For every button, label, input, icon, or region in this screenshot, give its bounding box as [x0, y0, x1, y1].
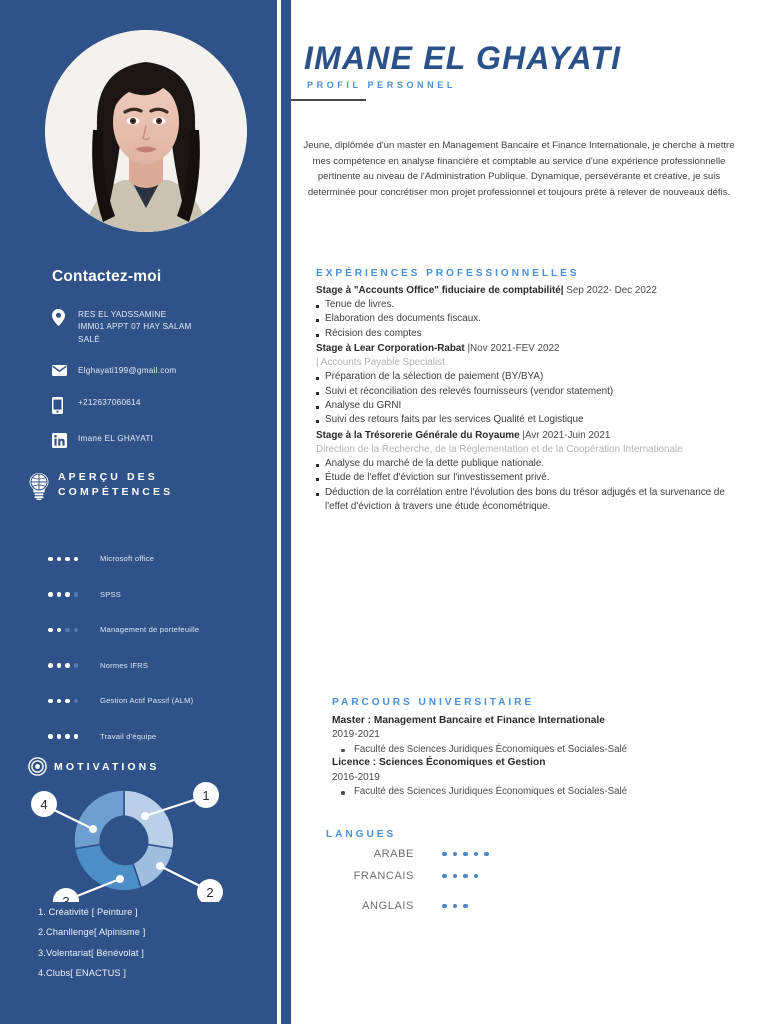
job-subtitle: | Accounts Payable Specialist [316, 357, 445, 369]
donut-callout-4: 4 [40, 797, 48, 812]
rating-dot [65, 734, 70, 739]
rating-dot [442, 904, 447, 909]
rating-dot-empty [74, 628, 79, 633]
skill-item [48, 719, 273, 755]
target-icon [28, 757, 54, 776]
main-content [291, 0, 768, 1024]
skill-rating [48, 734, 100, 739]
job-bullet: Analyse du marché de la dette publique nationale. [316, 457, 746, 471]
linkedin-icon [52, 432, 78, 448]
job-dates: Sep 2022- Dec 2022 [563, 285, 657, 296]
avatar [45, 30, 247, 232]
skill-label: SPSS [100, 589, 122, 599]
lightbulb-icon [28, 470, 58, 505]
language-rating [442, 852, 489, 857]
contact-item-phone[interactable] [52, 396, 267, 414]
rating-dot-empty [74, 699, 79, 704]
language-item [316, 865, 616, 887]
envelope-icon [52, 364, 78, 376]
rating-dot [65, 699, 70, 704]
rating-dot [453, 904, 458, 909]
education-section [316, 697, 756, 799]
skill-label: Gestion Actif Passif (ALM) [100, 696, 194, 706]
donut-callout-1: 1 [202, 788, 210, 803]
education-school: Faculté des Sciences Juridiques Économiques et Sociales-Salé [332, 743, 756, 757]
rating-dot [463, 874, 468, 879]
linkedin-text: Imane EL GHAYATI [78, 433, 154, 443]
skill-item [48, 648, 273, 684]
rating-dot [48, 557, 53, 562]
job-bullets [316, 298, 746, 341]
skill-rating [48, 699, 100, 704]
skill-label: Normes IFRS [100, 660, 149, 670]
sidebar [0, 0, 277, 1024]
language-rating [442, 874, 478, 879]
language-label: ARABE [373, 848, 414, 860]
rating-dot [453, 852, 458, 857]
language-label: FRANCAIS [353, 870, 414, 882]
sidebar-accent-strip [281, 0, 291, 1024]
rating-dot [57, 663, 62, 668]
job-bullet: Déduction de la corrélation entre l'évolution des bons du trésor adjugés et la survenance de l'effet d'éviction à travers une étude économétrique. [316, 486, 746, 515]
motivation-item: 2.Chanllenge[ Alpinisme ] [38, 927, 146, 938]
phone-text: +212637060614 [78, 397, 141, 407]
profile-photo-graphic [45, 30, 247, 232]
rating-dot [442, 874, 447, 879]
job-bullet: Elaboration des documents fiscaux. [316, 312, 746, 326]
page-subtitle: PROFIL PERSONNEL [307, 80, 456, 90]
skill-item [48, 577, 273, 613]
motivation-item: 3.Volentariat[ Bénévolat ] [38, 947, 144, 958]
address-text: RES EL YADSSAMINE IMM01 APPT 07 HAY SALAM SALÉ [78, 310, 192, 344]
rating-dot-empty [74, 663, 79, 668]
email-text: Elghayati199@gmail.com [78, 366, 177, 376]
experience-section-title: EXPÉRIENCES PROFESSIONNELLES [316, 268, 580, 279]
page-title: IMANE EL GHAYATI [304, 40, 622, 76]
motivations-list [38, 908, 268, 989]
job-bullet: Analyse du GRNI [316, 399, 746, 413]
job-title: Stage à Lear Corporation-Rabat [316, 343, 468, 355]
education-entry [332, 714, 756, 756]
contact-list [52, 308, 267, 466]
languages-section [316, 829, 616, 917]
skills-section-title: APERÇU DES COMPÉTENCES [58, 471, 174, 499]
donut-callout-3: 3 [62, 894, 70, 902]
rating-dot [453, 874, 458, 879]
job-header [316, 429, 746, 443]
donut-callout-2: 2 [206, 885, 214, 900]
job-header [316, 284, 746, 298]
rating-dot [74, 557, 79, 562]
rating-dot [57, 557, 62, 562]
job-bullet: Étude de l'effet d'éviction sur l'investissement privé. [316, 471, 746, 485]
language-item [316, 895, 616, 917]
motivation-item: 4.Clubs[ ENACTUS ] [38, 967, 127, 978]
job-bullet: Récision des comptes [316, 327, 746, 341]
job-bullet: Préparation de la sélection de paiement (BY/BYA) [316, 370, 746, 384]
skill-item [48, 541, 273, 577]
motivations-section-header [28, 757, 159, 776]
rating-dot [48, 592, 53, 597]
rating-dot [463, 852, 468, 857]
education-years: 2019-2021 [332, 729, 380, 741]
skill-rating [48, 628, 100, 633]
rating-dot [65, 663, 70, 668]
rating-dot [474, 874, 479, 879]
skill-label: Travail d'équipe [100, 731, 157, 741]
contact-item-address [52, 308, 267, 346]
contact-item-linkedin[interactable] [52, 432, 267, 448]
skills-section-header [28, 470, 268, 505]
contact-item-email[interactable] [52, 364, 267, 377]
language-item [316, 843, 616, 865]
skills-list [48, 541, 273, 754]
rating-dot [65, 592, 70, 597]
education-school: Faculté des Sciences Juridiques Économiques et Sociales-Salé [332, 785, 756, 799]
education-years: 2016-2019 [332, 771, 380, 783]
language-rating [442, 904, 468, 909]
header-divider [291, 99, 366, 101]
donut-segments [74, 790, 174, 891]
job-title: Stage à la Trésorerie Générale du Royaume [316, 429, 523, 441]
contact-section-title: Contactez-moi [52, 268, 162, 285]
rating-dot [48, 628, 53, 633]
rating-dot [474, 852, 479, 857]
education-degree: Master : Management Bancaire et Finance Internationale [332, 715, 605, 726]
experience-entry [316, 342, 746, 428]
rating-dot [48, 699, 53, 704]
skill-rating [48, 663, 100, 668]
experience-section [316, 268, 746, 514]
rating-dot [57, 628, 62, 633]
rating-dot-empty [65, 628, 70, 633]
education-section-title: PARCOURS UNIVERSITAIRE [332, 697, 535, 708]
job-header [316, 342, 746, 356]
job-bullets [316, 370, 746, 427]
rating-dot [57, 699, 62, 704]
rating-dot [57, 734, 62, 739]
rating-dot [74, 734, 79, 739]
motivations-donut-chart [20, 778, 270, 902]
rating-dot [57, 592, 62, 597]
skill-item [48, 612, 273, 648]
experience-entry [316, 429, 746, 515]
rating-dot-empty [74, 592, 79, 597]
job-bullet: Tenue de livres. [316, 298, 746, 312]
location-pin-icon [52, 308, 78, 326]
profile-summary-text: Jeune, diplômée d'un master en Management Bancaire et Finance Internationale, je cherche à mettre mes compétence en analyse financière et comptable au service d'une expérience professionnelle pertinente au niveau de l'Administration Publique. Dynamique, persévérante et créative, je suis determinée pour concrétiser mon projet professionnel et toujours prête à relever de nouveaux défis. [303, 140, 735, 198]
education-entry [332, 756, 756, 798]
motivations-section-title: MOTIVATIONS [54, 760, 160, 773]
skill-label: Microsoft office [100, 554, 155, 564]
motivation-item: 1. Créativité [ Peinture ] [38, 907, 138, 917]
education-degree: Licence : Sciences Économiques et Gestion [332, 757, 546, 769]
mobile-phone-icon [52, 396, 78, 414]
rating-dot [442, 852, 447, 857]
skill-rating [48, 592, 100, 597]
skill-rating [48, 557, 100, 562]
job-bullet: Suivi des retours faits par les services Qualité et Logistique [316, 413, 746, 427]
job-dates: |Avr 2021-Juin 2021 [522, 429, 611, 441]
languages-section-title: LANGUES [326, 829, 397, 840]
skill-item [48, 683, 273, 719]
rating-dot [48, 663, 53, 668]
job-dates: |Nov 2021-FEV 2022 [467, 343, 560, 355]
rating-dot [48, 734, 53, 739]
education-entries [316, 714, 756, 799]
skill-label: Management de portefeuille [100, 625, 200, 635]
rating-dot [463, 904, 468, 909]
job-subtitle: Direction de la Recherche, de la Réglementation et de la Coopération Internationale [316, 443, 683, 455]
experience-entry [316, 284, 746, 341]
language-label: ANGLAIS [362, 900, 414, 912]
job-title: Stage à "Accounts Office" fiduciaire de comptabilité| [316, 285, 564, 296]
job-bullets [316, 457, 746, 514]
job-bullet: Suivi et réconciliation des relevés fournisseurs (vendor statement) [316, 385, 746, 399]
rating-dot [65, 557, 70, 562]
rating-dot [484, 852, 489, 857]
